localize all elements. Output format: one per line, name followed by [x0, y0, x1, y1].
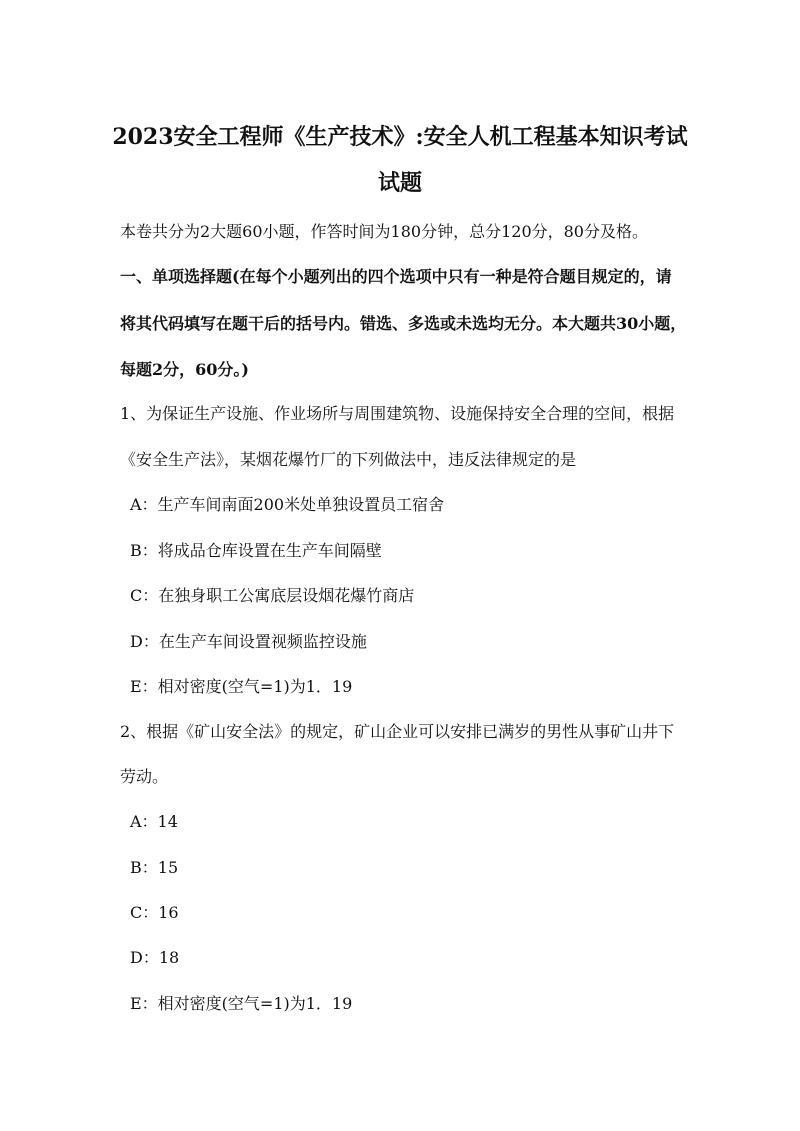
question-2-option-b: B：15 — [130, 858, 179, 877]
question-1-stem-line1: 1、为保证生产设施、作业场所与周围建筑物、设施保持安全合理的空间，根据 — [120, 404, 675, 423]
document-title-line1: 2023安全工程师《生产技术》:安全人机工程基本知识考试 — [112, 124, 688, 150]
section-heading-line3: 每题2分，60分。) — [120, 360, 249, 379]
question-2-stem-line2: 劳动。 — [120, 767, 169, 786]
question-1-stem-line2: 《安全生产法》，某烟花爆竹厂的下列做法中，违反法律规定的是 — [120, 450, 577, 469]
question-1-option-a: A：生产车间南面200米处单独设置员工宿舍 — [130, 495, 445, 514]
question-1-option-b: B：将成品仓库设置在生产车间隔壁 — [130, 541, 382, 560]
exam-intro: 本卷共分为2大题60小题，作答时间为180分钟，总分120分，80分及格。 — [120, 222, 648, 241]
question-1-option-d: D：在生产车间设置视频监控设施 — [130, 632, 367, 651]
question-2-stem-line1: 2、根据《矿山安全法》的规定，矿山企业可以安排已满岁的男性从事矿山井下 — [120, 722, 675, 741]
section-heading-line2: 将其代码填写在题干后的括号内。错选、多选或未选均无分。本大题共30小题， — [120, 314, 687, 333]
section-heading-line1: 一、单项选择题(在每个小题列出的四个选项中只有一种是符合题目规定的，请 — [120, 267, 672, 286]
question-2-option-d: D：18 — [130, 948, 180, 967]
question-1-option-e: E：相对密度(空气=1)为1．19 — [130, 677, 353, 696]
question-2-option-a: A：14 — [130, 812, 178, 831]
question-1-option-c: C：在独身职工公寓底层设烟花爆竹商店 — [130, 586, 415, 605]
question-2-option-e: E：相对密度(空气=1)为1．19 — [130, 994, 353, 1013]
question-2-option-c: C：16 — [130, 903, 179, 922]
document-title-line2: 试题 — [377, 170, 422, 196]
